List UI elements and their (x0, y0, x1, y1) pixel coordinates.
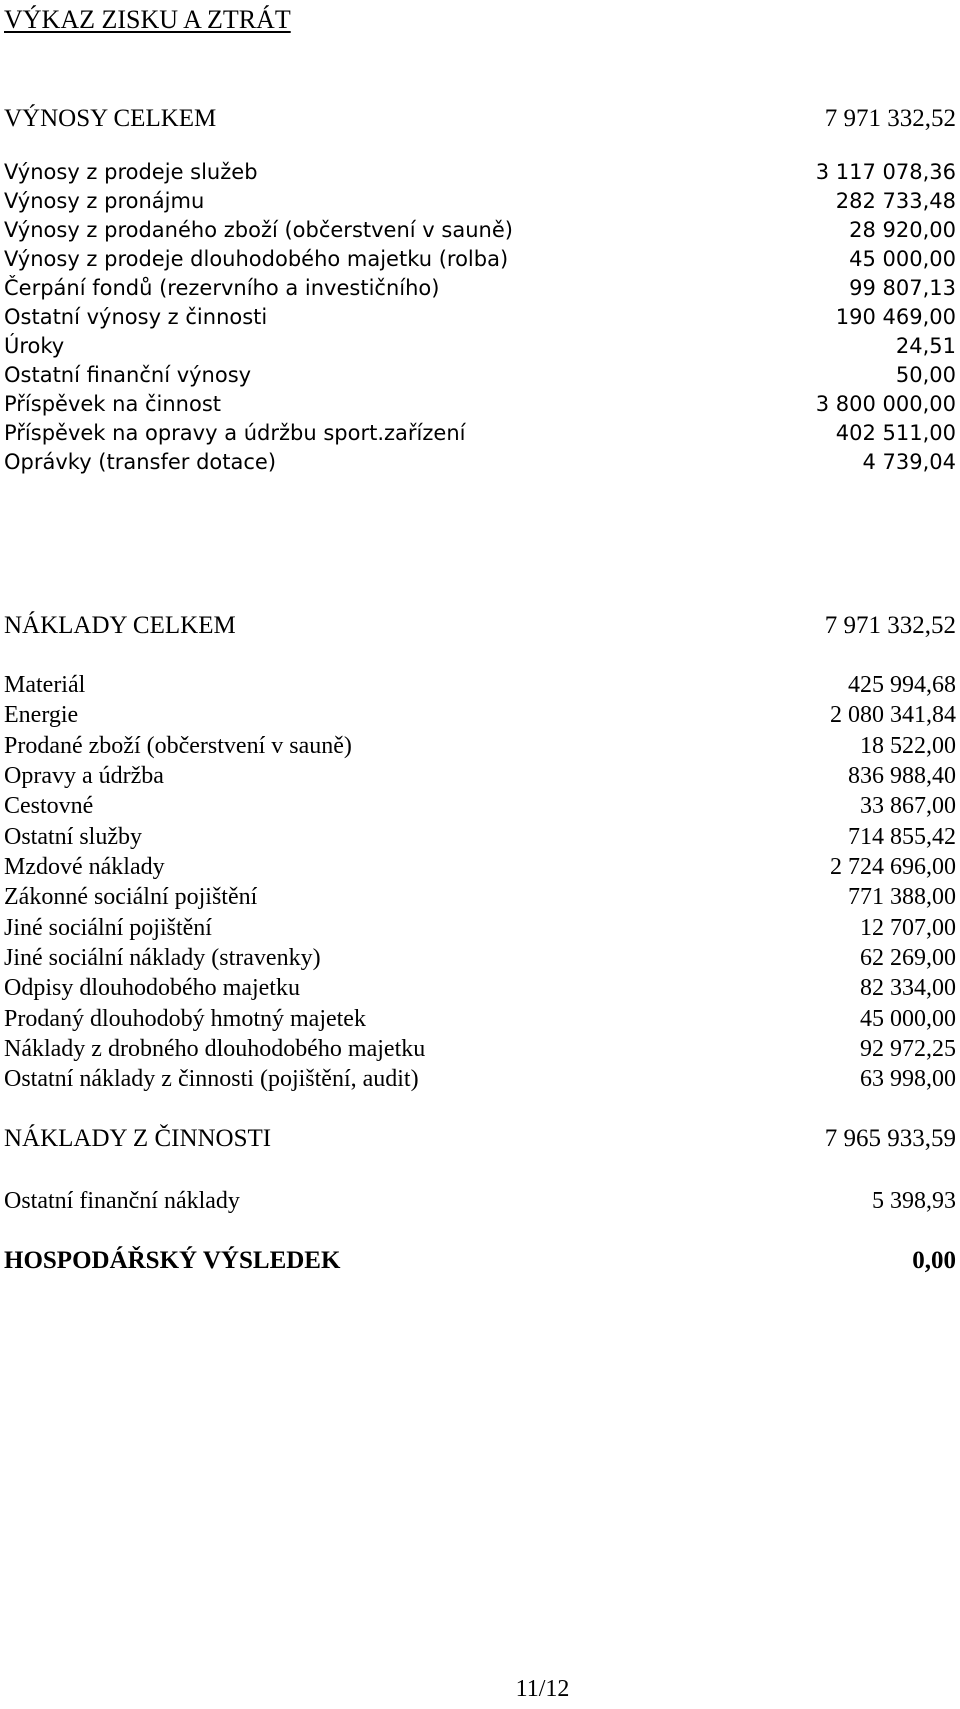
revenue-value: 3 117 078,36 (815, 160, 956, 184)
cost-label: Cestovné (4, 793, 94, 819)
revenue-label: Úroky (4, 334, 65, 358)
operating-costs-label: NÁKLADY Z ČINNOSTI (4, 1125, 272, 1152)
cost-value: 92 972,25 (860, 1036, 956, 1062)
cost-value: 18 522,00 (860, 733, 956, 759)
cost-row (4, 729, 956, 763)
revenue-label: Výnosy z pronájmu (4, 189, 205, 213)
cost-label: Mzdové náklady (4, 854, 165, 880)
cost-label: Prodaný dlouhodobý hmotný majetek (4, 1006, 366, 1032)
cost-row (4, 1062, 956, 1096)
cost-label: Jiné sociální pojištění (4, 915, 212, 941)
costs-total-label: NÁKLADY CELKEM (4, 612, 236, 639)
cost-label: Zákonné sociální pojištění (4, 884, 258, 910)
other-financial-costs-row (4, 1184, 956, 1218)
cost-value: 33 867,00 (860, 793, 956, 819)
revenues-total-row (4, 102, 956, 136)
cost-value: 45 000,00 (860, 1006, 956, 1032)
cost-row (4, 1002, 956, 1036)
cost-label: Opravy a údržba (4, 763, 164, 789)
revenue-value: 190 469,00 (835, 305, 956, 329)
economic-result-value: 0,00 (912, 1247, 956, 1274)
cost-row (4, 971, 956, 1005)
cost-label: Náklady z drobného dlouhodobého majetku (4, 1036, 426, 1062)
revenue-value: 50,00 (895, 363, 956, 387)
cost-row (4, 789, 956, 823)
cost-value: 2 080 341,84 (830, 702, 956, 728)
revenue-label: Příspěvek na opravy a údržbu sport.zařízení (4, 421, 466, 445)
revenue-label: Ostatní výnosy z činnosti (4, 305, 268, 329)
revenue-label: Výnosy z prodeje dlouhodobého majetku (rolba) (4, 247, 509, 271)
cost-row (4, 820, 956, 854)
cost-row (4, 759, 956, 793)
revenue-value: 28 920,00 (849, 218, 956, 242)
cost-value: 425 994,68 (848, 672, 956, 698)
cost-row (4, 880, 956, 914)
cost-row (4, 1032, 956, 1066)
revenue-label: Oprávky (transfer dotace) (4, 450, 277, 474)
revenue-value: 4 739,04 (862, 450, 956, 474)
cost-label: Odpisy dlouhodobého majetku (4, 975, 300, 1001)
page-number: 11/12 (515, 1676, 570, 1702)
other-financial-costs-label: Ostatní finanční náklady (4, 1188, 240, 1214)
cost-row (4, 668, 956, 702)
revenue-value: 24,51 (895, 334, 956, 358)
revenue-value: 3 800 000,00 (815, 392, 956, 416)
economic-result-row (4, 1244, 956, 1278)
costs-total-row (4, 609, 956, 643)
revenue-label: Ostatní finanční výnosy (4, 363, 252, 387)
cost-label: Prodané zboží (občerstvení v sauně) (4, 733, 352, 759)
cost-label: Energie (4, 702, 79, 728)
revenue-value: 282 733,48 (835, 189, 956, 213)
cost-value: 771 388,00 (848, 884, 956, 910)
cost-value: 2 724 696,00 (830, 854, 956, 880)
cost-value: 63 998,00 (860, 1066, 956, 1092)
revenue-value: 45 000,00 (849, 247, 956, 271)
operating-costs-value: 7 965 933,59 (824, 1125, 956, 1152)
cost-label: Ostatní náklady z činnosti (pojištění, audit) (4, 1066, 419, 1092)
revenues-total-label: VÝNOSY CELKEM (4, 105, 217, 132)
other-financial-costs-value: 5 398,93 (872, 1188, 956, 1214)
revenue-value: 99 807,13 (849, 276, 956, 300)
revenue-label: Výnosy z prodaného zboží (občerstvení v sauně) (4, 218, 513, 242)
revenue-label: Příspěvek na činnost (4, 392, 222, 416)
revenue-label: Výnosy z prodeje služeb (4, 160, 258, 184)
cost-value: 12 707,00 (860, 915, 956, 941)
economic-result-label: HOSPODÁŘSKÝ VÝSLEDEK (4, 1247, 341, 1274)
cost-row (4, 698, 956, 732)
revenue-value: 402 511,00 (835, 421, 956, 445)
cost-row (4, 911, 956, 945)
cost-label: Ostatní služby (4, 824, 142, 850)
cost-value: 836 988,40 (848, 763, 956, 789)
revenue-row (4, 445, 956, 479)
cost-row (4, 850, 956, 884)
cost-label: Materiál (4, 672, 86, 698)
document-title: VÝKAZ ZISKU A ZTRÁT (4, 5, 291, 34)
cost-value: 714 855,42 (848, 824, 956, 850)
cost-row (4, 941, 956, 975)
revenue-label: Čerpání fondů (rezervního a investičního) (4, 276, 440, 300)
revenues-total-value: 7 971 332,52 (824, 105, 956, 132)
cost-label: Jiné sociální náklady (stravenky) (4, 945, 321, 971)
operating-costs-row (4, 1122, 956, 1156)
cost-value: 62 269,00 (860, 945, 956, 971)
cost-value: 82 334,00 (860, 975, 956, 1001)
costs-total-value: 7 971 332,52 (824, 612, 956, 639)
